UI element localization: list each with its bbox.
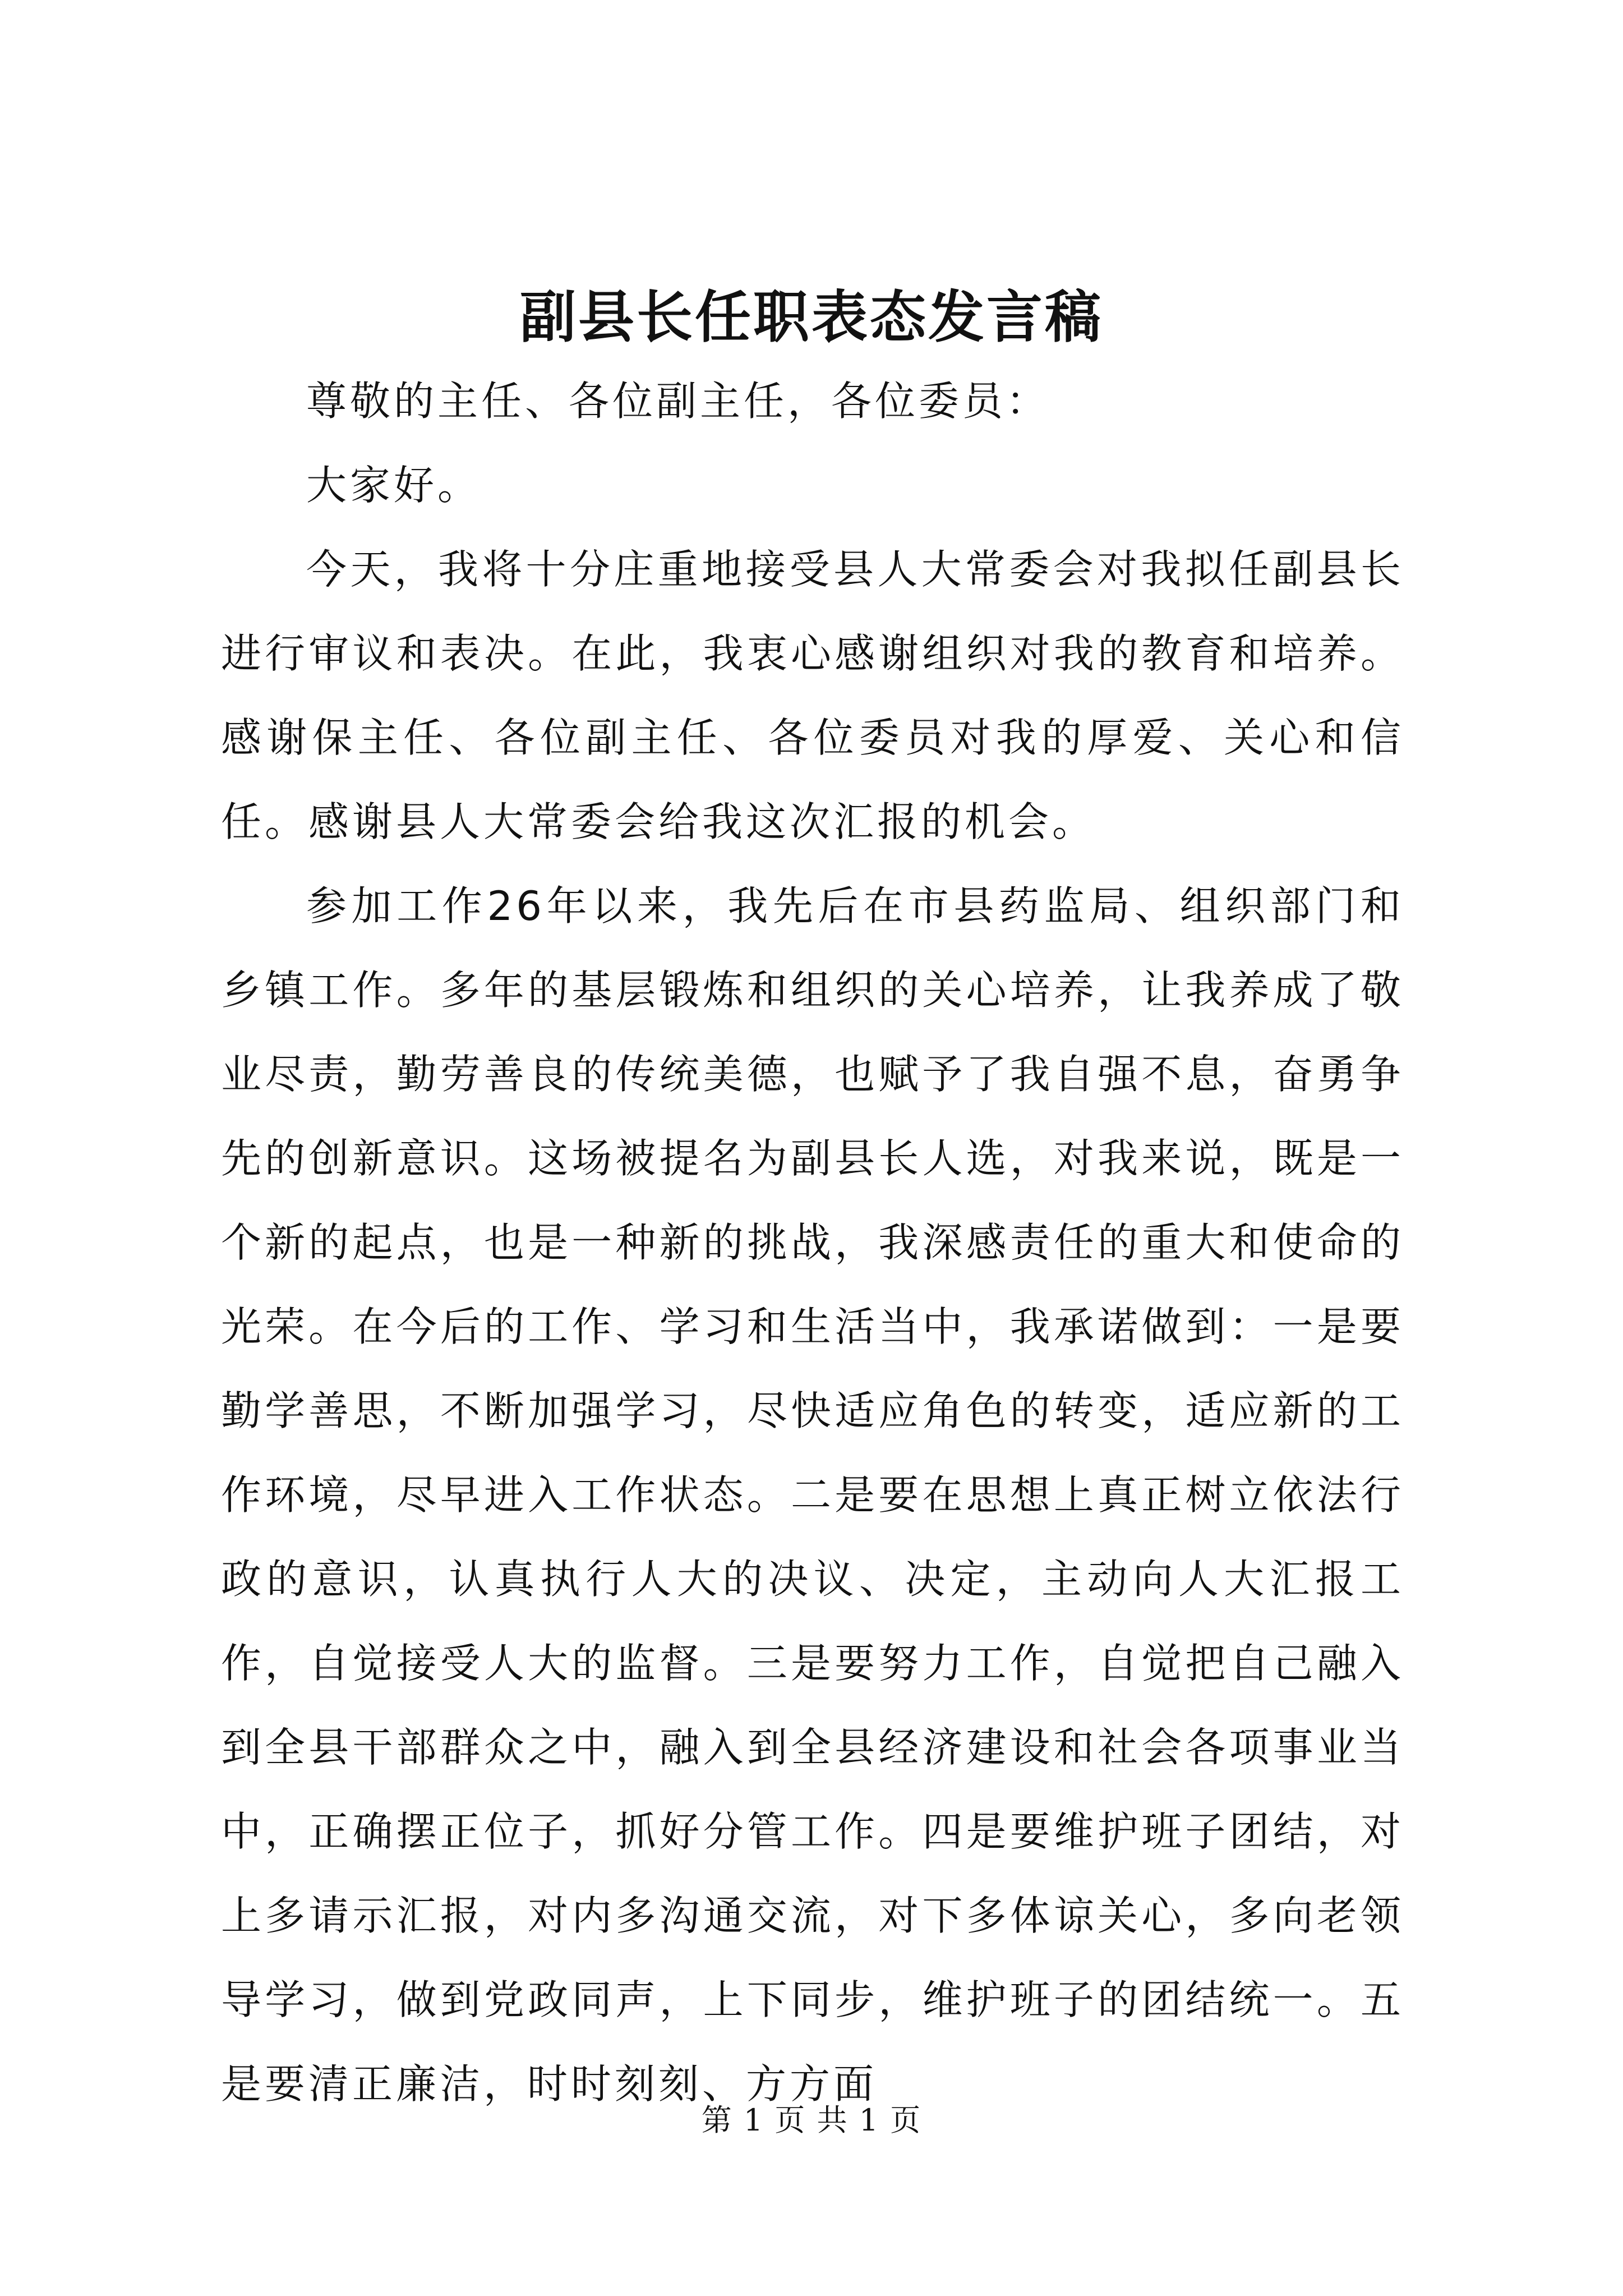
page-footer: 第 1 页 共 1 页 xyxy=(701,2102,922,2138)
document-title: 副县长任职表态发言稿 xyxy=(520,284,1103,350)
document-body xyxy=(221,359,1404,2126)
commitment-paragraph: 参加工作26年以来，我先后在市县药监局、组织部门和乡镇工作。多年的基层锻炼和组织的关心培养，让我养成了敬业尽责，勤劳善良的传统美德，也赋予了我自强不息，奋勇争先的创新意识。这场被提名为副县长人选，对我来说，既是一个新的起点，也是一种新的挑战，我深感责任的重大和使命的光荣。在今后的工作、学习和生活当中，我承诺做到：一是要勤学善思，不断加强学习，尽快适应角色的转变，适应新的工作环境，尽早进入工作状态。二是要在思想上真正树立依法行政的意识，认真执行人大的决议、决定，主动向人大汇报工作，自觉接受人大的监督。三是要努力工作，自觉把自己融入到全县干部群众之中，融入到全县经济建设和社会各项事业当中，正确摆正位子，抓好分管工作。四是要维护班子团结，对上多请示汇报，对内多沟通交流，对下多体谅关心，多向老领导学习，做到党政同声，上下同步，维护班子的团结统一。五是要清正廉洁，时时刻刻、方方面 xyxy=(221,882,1404,2108)
opening-paragraph: 今天，我将十分庄重地接受县人大常委会对我拟任副县长进行审议和表决。在此，我衷心感谢组织对我的教育和培养。感谢保主任、各位副主任、各位委员对我的厚爱、关心和信任。感谢县人大常委会给我这次汇报的机会。 xyxy=(221,546,1404,845)
greeting-paragraph: 大家好。 xyxy=(306,462,482,509)
salutation-paragraph: 尊敬的主任、各位副主任，各位委员： xyxy=(306,378,1050,425)
